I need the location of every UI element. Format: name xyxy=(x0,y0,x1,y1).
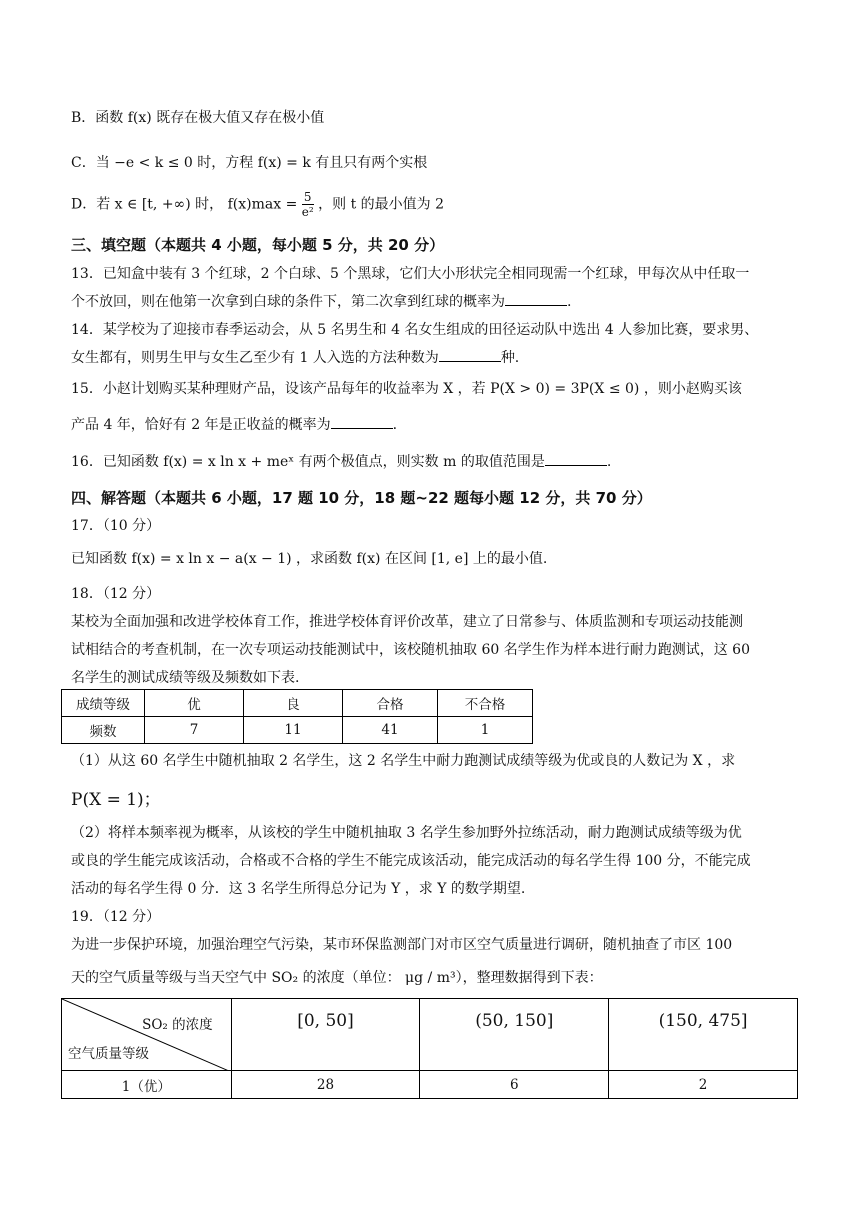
q13-text: 个不放回，则在他第一次拿到白球的条件下，第二次拿到红球的概率为 xyxy=(71,294,505,310)
q18-part1-line1: （1）从这 60 名学生中随机抽取 2 名学生，这 2 名学生中耐力跑测试成绩等级为优或良的人数记为 X ，求 xyxy=(71,753,736,769)
table-cell: 1 xyxy=(438,717,533,744)
section-3-title: 三、填空题（本题共 4 小题，每小题 5 分，共 20 分） xyxy=(71,236,445,254)
table-row xyxy=(62,717,533,744)
table-cell: 不合格 xyxy=(438,690,533,717)
q16-text: 16．已知函数 f(x) = x ln x + meˣ 有两个极值点，则实数 m 的取值范围是 xyxy=(71,454,545,470)
table-cell: 优 xyxy=(145,690,244,717)
q14-line2 xyxy=(71,347,519,367)
q17-body: 已知函数 f(x) = x ln x − a(x − 1) ，求函数 f(x) 在区间 [1, e] 上的最小值. xyxy=(71,551,548,567)
option-d-prefix: D．若 x ∈ [t, +∞) 时， xyxy=(71,196,224,213)
table-cell: 1（优） xyxy=(62,1071,232,1099)
q14-line1: 14．某学校为了迎接市春季运动会，从 5 名男生和 4 名女生组成的田径运动队中选出 4 人参加比赛，要求男、 xyxy=(71,322,759,338)
q19-line1: 为进一步保护环境，加强治理空气污染，某市环保监测部门对市区空气质量进行调研，随机抽查了市区 100 xyxy=(71,937,733,953)
answer-blank xyxy=(505,305,567,306)
fraction-numerator: 5 xyxy=(302,190,314,205)
q16-end: . xyxy=(606,454,612,470)
table-header-row xyxy=(62,690,533,717)
table-cell: 良 xyxy=(244,690,343,717)
diagonal-bottom-label: 空气质量等级 xyxy=(68,1046,149,1062)
q15-end: . xyxy=(392,417,398,433)
table-cell: 合格 xyxy=(343,690,438,717)
answer-blank xyxy=(331,428,393,429)
q18-part2-line2: 或良的学生能完成该活动，合格或不合格的学生不能完成该活动，能完成活动的每名学生得 100 分，不能完成 xyxy=(71,853,751,869)
q13-end: . xyxy=(567,294,572,310)
option-d-suffix: ，则 t 的最小值为 2 xyxy=(318,196,445,213)
q19-line2: 天的空气质量等级与当天空气中 SO₂ 的浓度（单位： μg / m³），整理数据得到下表： xyxy=(71,970,603,986)
q18-part2-line1: （2）将样本频率视为概率，从该校的学生中随机抽取 3 名学生参加野外拉练活动，耐力跑测试成绩等级为优 xyxy=(71,825,742,841)
q15-line2 xyxy=(71,414,397,434)
air-quality-table xyxy=(61,998,798,1099)
table-cell: 成绩等级 xyxy=(62,690,145,717)
q14-end: 种. xyxy=(500,350,520,366)
table-cell: 6 xyxy=(420,1071,609,1099)
table-cell: 2 xyxy=(609,1071,798,1099)
table-cell: 7 xyxy=(145,717,244,744)
table-cell: (50, 150] xyxy=(420,999,609,1071)
q14-text: 女生都有，则男生甲与女生乙至少有 1 人入选的方法种数为 xyxy=(71,350,439,366)
answer-blank xyxy=(545,465,607,466)
table-cell: [0, 50] xyxy=(231,999,420,1071)
table-row xyxy=(62,1071,798,1099)
table-cell: 41 xyxy=(343,717,438,744)
option-c: C．当 −e < k ≤ 0 时，方程 f(x) = k 有且只有两个实根 xyxy=(71,155,428,171)
diagonal-top-label: SO₂ 的浓度 xyxy=(142,1017,213,1033)
q16 xyxy=(71,451,611,471)
option-d-fx: f(x)max = xyxy=(227,196,298,213)
q13-line1: 13．已知盒中装有 3 个红球，2 个白球、5 个黑球，它们大小形状完全相同现需一个红球，甲每次从中任取一 xyxy=(71,266,750,282)
q18-line1: 某校为全面加强和改进学校体育工作，推进学校体育评价改革，建立了日常参与、体质监测和专项运动技能测 xyxy=(71,614,743,630)
q18-line3: 名学生的测试成绩等级及频数如下表. xyxy=(71,670,300,686)
option-d xyxy=(71,190,444,219)
q15-line1: 15．小赵计划购买某种理财产品，设该产品每年的收益率为 X ，若 P(X > 0) = 3P(X ≤ 0) ，则小赵购买该 xyxy=(71,381,742,397)
q13-line2 xyxy=(71,291,571,311)
q18-line2: 试相结合的考查机制，在一次专项运动技能测试中，该校随机抽取 60 名学生作为样本进行耐力跑测试，这 60 xyxy=(71,642,750,658)
table-header-row xyxy=(62,999,798,1071)
table-cell: 11 xyxy=(244,717,343,744)
table-cell: 28 xyxy=(231,1071,420,1099)
option-b: B．函数 f(x) 既存在极大值又存在极小值 xyxy=(71,110,325,126)
table-cell: 频数 xyxy=(62,717,145,744)
answer-blank xyxy=(439,361,501,362)
option-d-fraction xyxy=(302,190,314,219)
q17-heading: 17．（10 分） xyxy=(71,518,161,534)
fraction-denominator: e² xyxy=(301,205,314,219)
q15-text: 产品 4 年，恰好有 2 年是正收益的概率为 xyxy=(71,417,331,433)
q18-part2-line3: 活动的每名学生得 0 分．这 3 名学生所得总分记为 Y ，求 Y 的数学期望. xyxy=(71,881,526,897)
q19-heading: 19．（12 分） xyxy=(71,909,161,925)
q18-heading: 18．（12 分） xyxy=(71,586,161,602)
q18-part1-line2: P(X = 1)； xyxy=(71,790,161,810)
grade-frequency-table xyxy=(61,689,533,744)
diagonal-header-cell xyxy=(62,999,232,1071)
section-4-title: 四、解答题（本题共 6 小题，17 题 10 分，18 题~22 题每小题 12 分，共 70 分） xyxy=(71,489,652,507)
table-cell: (150, 475] xyxy=(609,999,798,1071)
